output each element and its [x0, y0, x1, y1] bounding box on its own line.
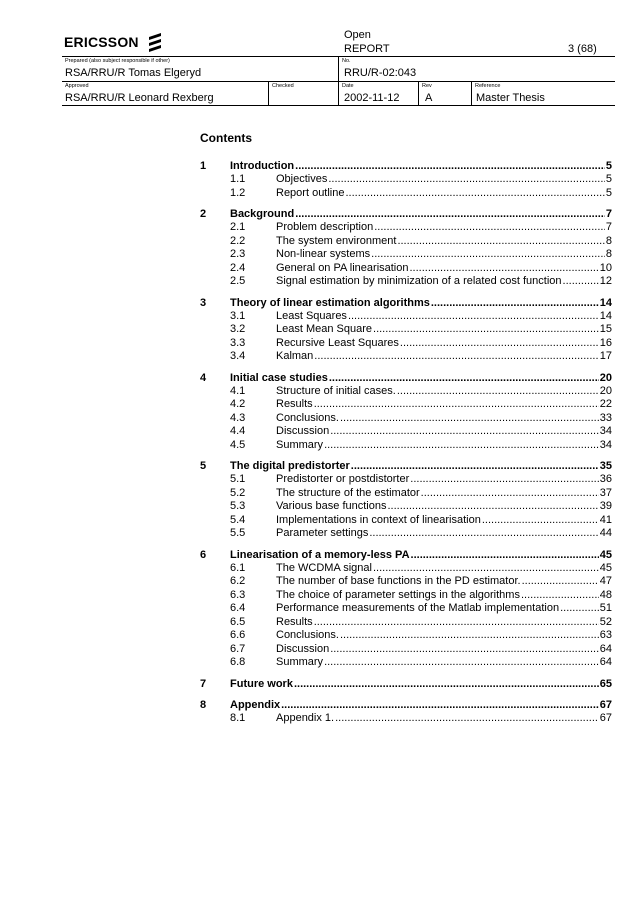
- toc-section[interactable]: [200, 262, 612, 276]
- toc-section-title: Discussion: [276, 425, 330, 437]
- toc-section-page: 64: [599, 642, 612, 655]
- toc-section-number: 6.6: [230, 629, 246, 641]
- toc-chapter-title: Background: [230, 208, 295, 220]
- doc-type: REPORT: [344, 43, 390, 55]
- toc-section-number: 6.3: [230, 588, 246, 601]
- toc-leader-dots: [328, 173, 605, 187]
- toc-chapter-page: 65: [599, 677, 612, 690]
- prepared-value: RSA/RRU/R Tomas Elgeryd: [65, 67, 202, 79]
- classification: Open: [344, 29, 371, 41]
- header-divider-rev: [418, 81, 419, 105]
- prepared-label: Prepared (also subject responsible if other): [65, 58, 170, 64]
- toc-section-title: Results: [276, 398, 313, 410]
- toc-section-number: 8.1: [230, 711, 246, 724]
- toc-chapter-title: Theory of linear estimation algorithms: [230, 296, 430, 309]
- company-logo: [64, 32, 163, 52]
- toc-section-title: Conclusions.: [276, 629, 339, 641]
- toc-chapter-page: 67: [599, 698, 612, 711]
- toc-chapter[interactable]: [200, 459, 612, 473]
- toc-chapter-number: 7: [200, 677, 207, 690]
- toc-section-number: 2.5: [230, 275, 246, 287]
- toc-title: Contents: [200, 131, 252, 145]
- toc-leader-dots: [351, 459, 599, 473]
- page-indicator: 3 (68): [568, 43, 597, 55]
- date-label: Date: [342, 83, 354, 89]
- toc-chapter-page: 35: [599, 460, 612, 472]
- toc-section-number: 6.1: [230, 561, 246, 574]
- toc-section-title: Performance measurements of the Matlab implementation: [276, 602, 560, 614]
- toc-section-page: 41: [599, 513, 612, 526]
- toc-section-page: 10: [599, 261, 612, 274]
- toc-chapter-number: 6: [200, 548, 207, 561]
- toc-section-page: 63: [599, 629, 612, 641]
- toc-body: [200, 159, 612, 725]
- toc-section-page: 12: [599, 275, 612, 287]
- reference-label: Reference: [475, 83, 501, 89]
- toc-section-page: 8: [605, 248, 612, 260]
- toc-section-page: 14: [599, 309, 612, 322]
- toc-section-number: 3.1: [230, 309, 246, 322]
- toc-section[interactable]: [200, 473, 612, 487]
- toc-section-number: 1.1: [230, 173, 246, 185]
- toc-section-page: 5: [605, 186, 612, 199]
- toc-section-title: Results: [276, 615, 313, 628]
- toc-section[interactable]: [200, 221, 612, 235]
- header-rule-3: [62, 105, 615, 106]
- toc-section-number: 6.7: [230, 642, 246, 655]
- toc-section[interactable]: [200, 562, 612, 576]
- toc-section[interactable]: [200, 425, 612, 439]
- toc-leader-dots: [522, 575, 599, 589]
- toc-leader-dots: [411, 548, 599, 562]
- toc-leader-dots: [324, 656, 599, 670]
- toc-chapter-title: Appendix: [230, 698, 281, 711]
- toc-section-title: Kalman: [276, 350, 314, 362]
- toc-section-number: 6.5: [230, 615, 246, 628]
- toc-section[interactable]: [200, 337, 612, 351]
- toc-section-number: 4.4: [230, 425, 246, 437]
- toc-section[interactable]: [200, 398, 612, 412]
- toc-section-page: 34: [599, 438, 612, 451]
- company-name: ERICSSON: [64, 34, 139, 50]
- toc-leader-dots: [373, 323, 599, 337]
- toc-section-page: 37: [599, 486, 612, 499]
- toc-leader-dots: [563, 275, 599, 289]
- toc-chapter[interactable]: [200, 296, 612, 310]
- toc-chapter-title: Future work: [230, 677, 293, 690]
- toc-section-page: 15: [599, 323, 612, 335]
- toc-leader-dots: [340, 412, 599, 426]
- toc-chapter-page: 20: [599, 371, 612, 384]
- toc-section-number: 1.2: [230, 186, 246, 199]
- toc-section[interactable]: [200, 248, 612, 262]
- toc-leader-dots: [431, 296, 599, 310]
- toc-section-title: Summary: [276, 656, 324, 668]
- toc-section[interactable]: [200, 643, 612, 657]
- date-value: 2002-11-12: [344, 92, 400, 104]
- reference-value: Master Thesis: [476, 92, 545, 104]
- toc-section[interactable]: [200, 487, 612, 501]
- toc-chapter-title: Linearisation of a memory-less PA: [230, 548, 410, 561]
- toc-section-page: 8: [605, 234, 612, 247]
- toc-section-page: 7: [605, 221, 612, 233]
- approved-label: Approved: [65, 83, 89, 89]
- toc-section[interactable]: [200, 412, 612, 426]
- toc-section-page: 17: [599, 350, 612, 362]
- toc-section-page: 22: [599, 398, 612, 410]
- toc-section-number: 3.3: [230, 336, 246, 349]
- no-value: RRU/R-02:043: [344, 67, 417, 79]
- toc-section[interactable]: [200, 629, 612, 643]
- toc-leader-dots: [400, 337, 599, 351]
- toc-section[interactable]: [200, 602, 612, 616]
- toc-section-number: 4.5: [230, 438, 246, 451]
- toc-leader-dots: [482, 514, 599, 528]
- toc-leader-dots: [410, 473, 598, 487]
- toc-chapter-page: 45: [599, 548, 612, 561]
- toc-section-title: Discussion: [276, 642, 330, 655]
- toc-chapter-title: The digital predistorter: [230, 460, 350, 472]
- toc-chapter-number: 2: [200, 208, 207, 220]
- toc-chapter[interactable]: [200, 677, 612, 691]
- toc-section-page: 47: [599, 575, 612, 587]
- toc-section-number: 4.2: [230, 398, 246, 410]
- toc-leader-dots: [397, 385, 599, 399]
- toc-section-page: 51: [599, 602, 612, 614]
- toc-section-title: Implementations in context of linearisation: [276, 513, 481, 526]
- toc-section[interactable]: [200, 323, 612, 337]
- toc-section-title: Problem description: [276, 221, 374, 233]
- toc-chapter[interactable]: [200, 159, 612, 173]
- toc-section-page: 34: [599, 425, 612, 437]
- toc-section-number: 5.2: [230, 486, 246, 499]
- toc-chapter-page: 14: [599, 296, 612, 309]
- toc-leader-dots: [295, 159, 605, 173]
- toc-leader-dots: [340, 629, 599, 643]
- toc-leader-dots: [397, 235, 604, 249]
- checked-label: Checked: [272, 83, 294, 89]
- toc-leader-dots: [295, 207, 605, 221]
- toc-section[interactable]: [200, 500, 612, 514]
- toc-chapter[interactable]: [200, 698, 612, 712]
- toc-section-title: Summary: [276, 438, 324, 451]
- toc-section-title: Recursive Least Squares: [276, 336, 399, 349]
- toc-section-title: Predistorter or postdistorter: [276, 473, 410, 485]
- toc-leader-dots: [371, 248, 605, 262]
- toc-chapter-number: 3: [200, 296, 207, 309]
- toc-section[interactable]: [200, 275, 612, 289]
- toc-section-title: General on PA linearisation: [276, 261, 409, 274]
- toc-section[interactable]: [200, 514, 612, 528]
- toc-chapter-title: Introduction: [230, 160, 295, 172]
- table-of-contents: [200, 131, 612, 725]
- toc-section-page: 16: [599, 336, 612, 349]
- toc-section-title: Least Mean Square: [276, 323, 373, 335]
- toc-leader-dots: [314, 616, 599, 630]
- toc-leader-dots: [335, 712, 599, 726]
- toc-section-number: 3.4: [230, 350, 246, 362]
- toc-chapter[interactable]: [200, 371, 612, 385]
- toc-section-number: 5.5: [230, 527, 246, 539]
- toc-section-page: 20: [599, 384, 612, 397]
- toc-section[interactable]: [200, 712, 612, 726]
- toc-section-title: Signal estimation by minimization of a related cost function: [276, 275, 562, 287]
- rev-label: Rev: [422, 83, 432, 89]
- toc-section[interactable]: [200, 385, 612, 399]
- toc-leader-dots: [281, 698, 599, 712]
- toc-chapter[interactable]: [200, 548, 612, 562]
- toc-section[interactable]: [200, 616, 612, 630]
- toc-section-title: Report outline: [276, 186, 345, 199]
- toc-leader-dots: [421, 487, 599, 501]
- toc-section[interactable]: [200, 656, 612, 670]
- approved-value: RSA/RRU/R Leonard Rexberg: [65, 92, 214, 104]
- toc-chapter-page: 5: [605, 160, 612, 172]
- toc-section-page: 52: [599, 615, 612, 628]
- toc-leader-dots: [329, 371, 599, 385]
- toc-section-number: 4.1: [230, 384, 246, 397]
- no-label: No.: [342, 58, 351, 64]
- toc-section-page: 45: [599, 561, 612, 574]
- header-divider-checked: [268, 81, 269, 105]
- toc-leader-dots: [330, 643, 599, 657]
- toc-section-number: 3.2: [230, 323, 246, 335]
- toc-section-number: 2.2: [230, 234, 246, 247]
- toc-section-number: 2.4: [230, 261, 246, 274]
- toc-section[interactable]: [200, 527, 612, 541]
- toc-section-page: 48: [599, 588, 612, 601]
- toc-section-title: Least Squares: [276, 309, 347, 322]
- toc-section-page: 33: [599, 411, 612, 424]
- toc-section-title: The structure of the estimator: [276, 486, 420, 499]
- toc-section-title: The system environment: [276, 234, 397, 247]
- toc-leader-dots: [373, 562, 599, 576]
- toc-section-number: 2.1: [230, 221, 246, 233]
- ericsson-logo-icon: [147, 32, 163, 52]
- toc-section-page: 36: [599, 473, 612, 485]
- toc-chapter-number: 1: [200, 160, 207, 172]
- toc-section-number: 5.4: [230, 513, 246, 526]
- toc-leader-dots: [330, 425, 599, 439]
- toc-leader-dots: [387, 500, 598, 514]
- toc-section-title: Appendix 1.: [276, 711, 335, 724]
- toc-section-number: 6.8: [230, 656, 246, 668]
- toc-section-title: The number of base functions in the PD estimator.: [276, 575, 521, 587]
- toc-section-number: 4.3: [230, 411, 246, 424]
- toc-section[interactable]: [200, 350, 612, 364]
- toc-section-title: Parameter settings: [276, 527, 369, 539]
- toc-section-number: 5.3: [230, 500, 246, 512]
- toc-section[interactable]: [200, 310, 612, 324]
- toc-chapter-page: 7: [605, 208, 612, 220]
- toc-leader-dots: [314, 398, 599, 412]
- toc-section-title: Structure of initial cases.: [276, 384, 396, 397]
- toc-chapter-title: Initial case studies: [230, 371, 328, 384]
- toc-section-page: 39: [599, 500, 612, 512]
- toc-chapter-number: 5: [200, 460, 207, 472]
- toc-section-number: 6.2: [230, 575, 246, 587]
- header-divider-ref: [471, 81, 472, 105]
- header-divider-main: [338, 56, 339, 105]
- toc-section-title: Objectives: [276, 173, 328, 185]
- toc-leader-dots: [374, 221, 605, 235]
- toc-section-title: The WCDMA signal: [276, 561, 372, 574]
- toc-chapter-number: 4: [200, 371, 207, 384]
- toc-section-title: The choice of parameter settings in the algorithms: [276, 588, 520, 601]
- toc-section[interactable]: [200, 439, 612, 453]
- toc-leader-dots: [560, 602, 599, 616]
- toc-leader-dots: [294, 677, 599, 691]
- toc-section-number: 2.3: [230, 248, 246, 260]
- toc-section-page: 64: [599, 656, 612, 668]
- toc-leader-dots: [369, 527, 598, 541]
- toc-leader-dots: [324, 439, 599, 453]
- toc-section-number: 5.1: [230, 473, 246, 485]
- toc-leader-dots: [410, 262, 599, 276]
- toc-section-page: 67: [599, 711, 612, 724]
- toc-section[interactable]: [200, 235, 612, 249]
- toc-section-title: Various base functions: [276, 500, 387, 512]
- rev-value: A: [425, 92, 433, 104]
- toc-chapter-number: 8: [200, 698, 207, 711]
- toc-section-number: 6.4: [230, 602, 246, 614]
- toc-leader-dots: [521, 589, 599, 603]
- toc-section[interactable]: [200, 173, 612, 187]
- toc-section-page: 44: [599, 527, 612, 539]
- toc-section[interactable]: [200, 575, 612, 589]
- toc-section[interactable]: [200, 589, 612, 603]
- toc-chapter[interactable]: [200, 207, 612, 221]
- toc-section-title: Non-linear systems: [276, 248, 371, 260]
- toc-section-title: Conclusions.: [276, 411, 339, 424]
- toc-section[interactable]: [200, 187, 612, 201]
- toc-leader-dots: [348, 310, 599, 324]
- toc-section-page: 5: [605, 173, 612, 185]
- toc-leader-dots: [314, 350, 598, 364]
- toc-leader-dots: [346, 187, 605, 201]
